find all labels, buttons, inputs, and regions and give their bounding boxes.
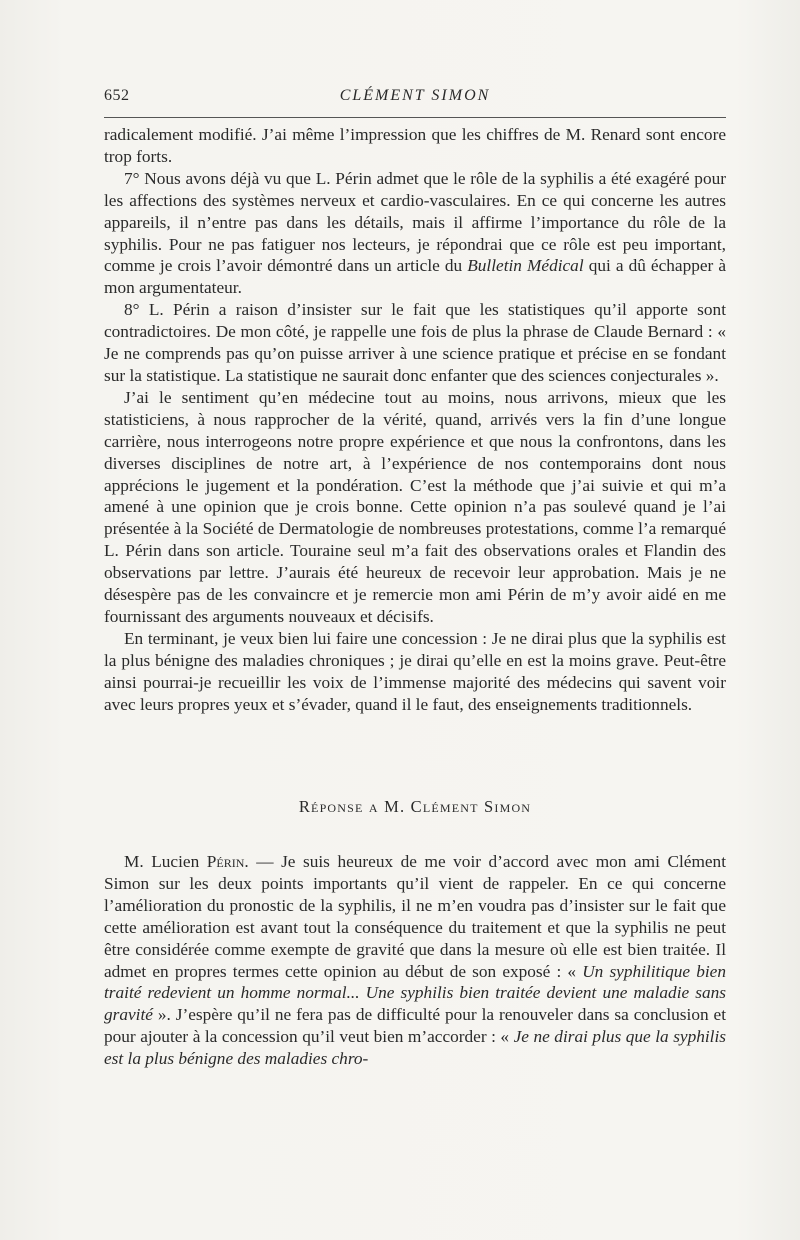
- paragraph-2-text: 7° Nous avons déjà vu que L. Périn admet que le rôle de la syphilis a été exagéré pour les affections des systèmes nerveux et cardio-vasculaires. En ce qui concerne les autres appareils, il n’entre pas dans les détails, mais il affirme l’importance du rôle de la syphilis. Pour ne pas fatiguer nos lecteurs, je répondrai que ce rôle est peu important, comme je crois l’avoir démontré dans un article du: [104, 168, 726, 276]
- paragraph-3: 8° L. Périn a raison d’insister sur le fait que les statistiques qu’il apporte sont contradictoires. De mon côté, je rappelle une fois de plus la phrase de Claude Bernard : « Je ne comprends pas qu’on puisse arriver à une science pratique et précise en se fondant sur la statistique. La statistique ne saurait donc enfanter que des sciences conjecturales ».: [104, 300, 726, 385]
- paragraph-4: J’ai le sentiment qu’en médecine tout au moins, nous arrivons, mieux que les statisticiens, à nous rapprocher de la vérité, quand, arrivés vers la fin d’une longue carrière, nous interrogeons notre propre expérience et que nous la confrontons, dans les diverses disciplines de notre art, à l’expérience de nos contemporains dont nous apprécions le jugement et la pondération. C’est la méthode que j’ai suivie et qui m’a amené à une opinion que je crois bonne. Cette opinion n’a pas soulevé quand je l’ai présentée à la Société de Dermatologie de nombreuses protestations, comme l’a remarqué L. Périn dans son article. Touraine seul m’a fait des observations orales et Flandin des observations par lettre. J’aurais été heureux de recevoir leur approbation. Mais je ne désespère pas de les convaincre et je remercie mon ami Périn de m’y avoir aidé en me fournissant des arguments nouveaux et décisifs.: [104, 387, 726, 626]
- reply-quote-1: Un syphilitique bien traité redevient un homme normal... Une syphilis bien traitée devient une maladie sans gravité: [104, 961, 726, 1025]
- header-rule: [104, 117, 726, 118]
- speaker-name: M. Lucien: [124, 852, 207, 871]
- page-number: 652: [104, 87, 130, 104]
- journal-title: Bulletin Médical: [467, 256, 584, 276]
- paragraph-2: [104, 168, 726, 299]
- running-head: CLÉMENT SIMON: [339, 87, 491, 104]
- reply-quote-2: Je ne dirai plus que la syphilis est la plus bénigne des maladies chro-: [104, 1027, 726, 1069]
- speaker-surname: Périn: [206, 852, 245, 871]
- paragraph-5: En terminant, je veux bien lui faire une concession : Je ne dirai plus que la syphilis est la plus bénigne des maladies chroniques ; je dirai qu’elle en est la moins grave. Peut-être ainsi pourrai-je recueillir les voix de l’immense majorité des médecins qui savent voir avec leurs propres yeux et s’évader, quand il le faut, des enseignements traditionnels.: [104, 628, 726, 714]
- main-text: [104, 124, 726, 715]
- paragraph-1: radicalement modifié. J’ai même l’impression que les chiffres de M. Renard sont encore trop forts.: [104, 125, 726, 166]
- reply-paragraph: [104, 851, 726, 1070]
- paragraph-2-end: qui a dû échapper à mon argumentateur.: [104, 256, 727, 298]
- reply-text-1: . — Je suis heureux de me voir d’accord avec mon ami Clément Simon sur les deux points importants qu’il vient de rappeler. En ce qui concerne l’amélioration du pronostic de la syphilis, il ne m’en voudra pas d’insister sur le fait que cette amélioration est avant tout la conséquence du traitement et que la syphilis ne peut être considérée comme exempte de gravité que dans la mesure où elle est bien traitée. Il admet en propres termes cette opinion au début de son exposé : «: [104, 852, 727, 981]
- reply-text-2: ». J’espère qu’il ne fera pas de difficulté pour la renouveler dans sa conclusion et pour ajouter à la concession qu’il veut bien m’accorder : «: [104, 1005, 726, 1047]
- page-header: [104, 85, 726, 111]
- reply-text: [104, 851, 726, 1070]
- section-heading: Réponse a M. Clément Simon: [298, 797, 532, 816]
